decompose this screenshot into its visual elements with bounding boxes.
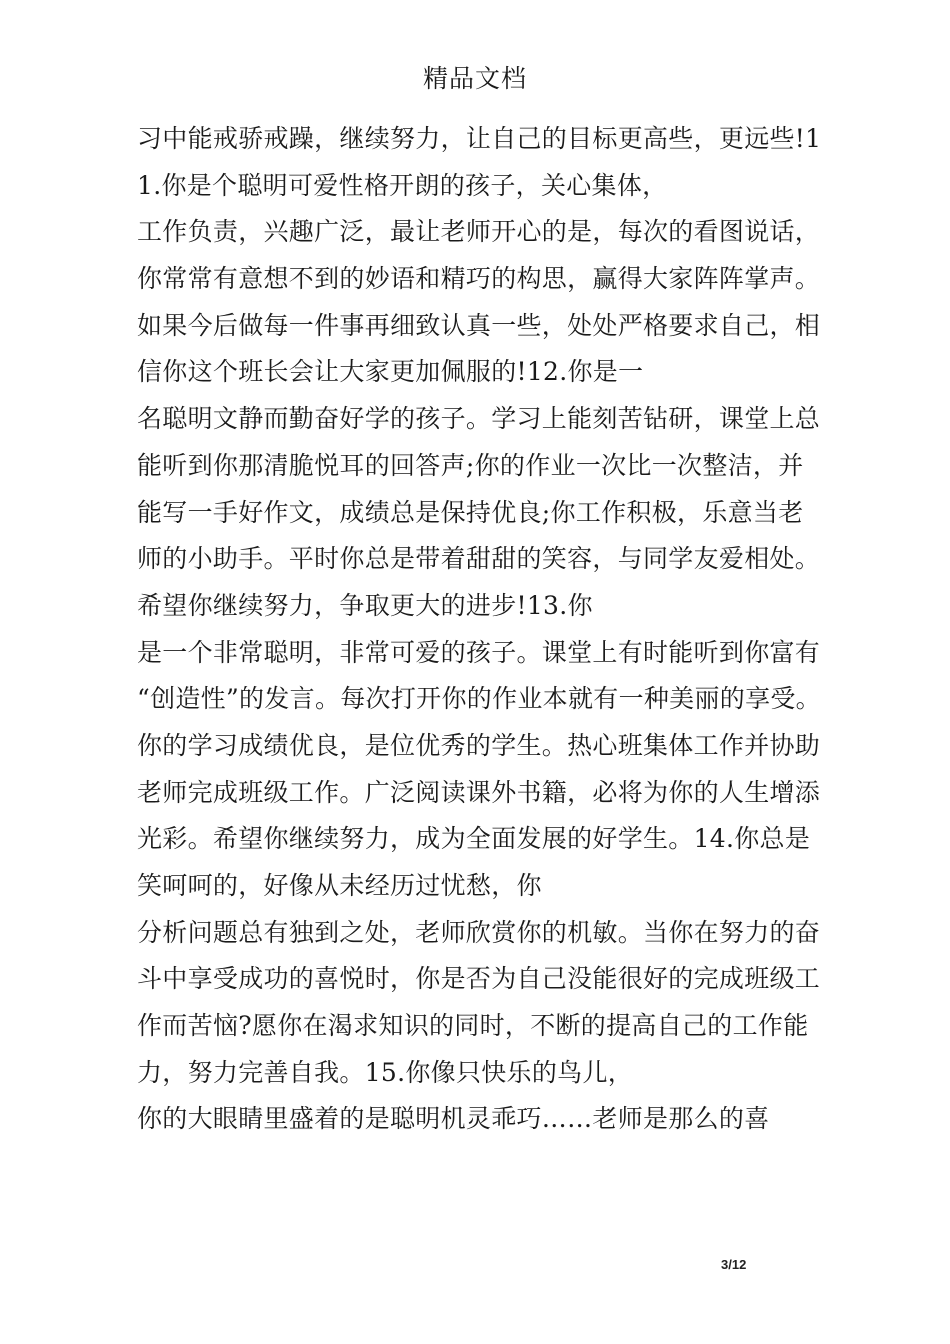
text-line: 你的学习成绩优良，是位优秀的学生。热心班集体工作并协助 <box>137 730 821 760</box>
page-number: 3/12 <box>721 1257 747 1272</box>
text-line: 能听到你那清脆悦耳的回答声;你的作业一次比一次整洁，并 <box>137 450 804 480</box>
text-line: 能写一手好作文，成绩总是保持优良;你工作积极，乐意当老 <box>137 497 804 527</box>
text-line: 分析问题总有独到之处，老师欣赏你的机敏。当你在努力的奋 <box>137 917 821 947</box>
text-line: 名聪明文静而勤奋好学的孩子。学习上能刻苦钻研，课堂上总 <box>137 404 821 434</box>
text-line: 如果今后做每一件事再细致认真一些，处处严格要求自己，相 <box>137 310 821 340</box>
text-line: 工作负责，兴趣广泛，最让老师开心的是，每次的看图说话， <box>137 217 821 247</box>
text-line: 希望你继续努力，争取更大的进步!13.你 <box>137 590 593 620</box>
text-line: 你常常有意想不到的妙语和精巧的构思，赢得大家阵阵掌声。 <box>137 264 821 294</box>
text-line: 光彩。希望你继续努力，成为全面发展的好学生。14.你总是 <box>137 824 811 854</box>
text-line: 力，努力完善自我。15.你像只快乐的鸟儿， <box>137 1057 634 1087</box>
text-line: 你的大眼睛里盛着的是聪明机灵乖巧……老师是那么的喜 <box>137 1104 770 1134</box>
text-line: 是一个非常聪明，非常可爱的孩子。课堂上有时能听到你富有 <box>137 637 821 667</box>
text-line: 作而苦恼?愿你在渴求知识的同时，不断的提高自己的工作能 <box>137 1011 809 1041</box>
text-line: 笑呵呵的，好像从未经历过忧愁，你 <box>137 871 542 900</box>
text-line: “创造性”的发言。每次打开你的作业本就有一种美丽的享受。 <box>137 684 821 714</box>
text-line: 信你这个班长会让大家更加佩服的!12.你是一 <box>137 357 644 387</box>
text-line: 斗中享受成功的喜悦时，你是否为自己没能很好的完成班级工 <box>137 964 821 994</box>
text-line: 老师完成班级工作。广泛阅读课外书籍，必将为你的人生增添 <box>137 777 821 807</box>
text-line: 1.你是个聪明可爱性格开朗的孩子，关心集体， <box>137 170 668 200</box>
text-line: 习中能戒骄戒躁，继续努力，让自己的目标更高些，更远些!1 <box>137 124 822 153</box>
document-body <box>137 116 857 1143</box>
page-header-title: 精品文档 <box>422 64 527 93</box>
text-line: 师的小助手。平时你总是带着甜甜的笑容，与同学友爱相处。 <box>137 544 821 574</box>
